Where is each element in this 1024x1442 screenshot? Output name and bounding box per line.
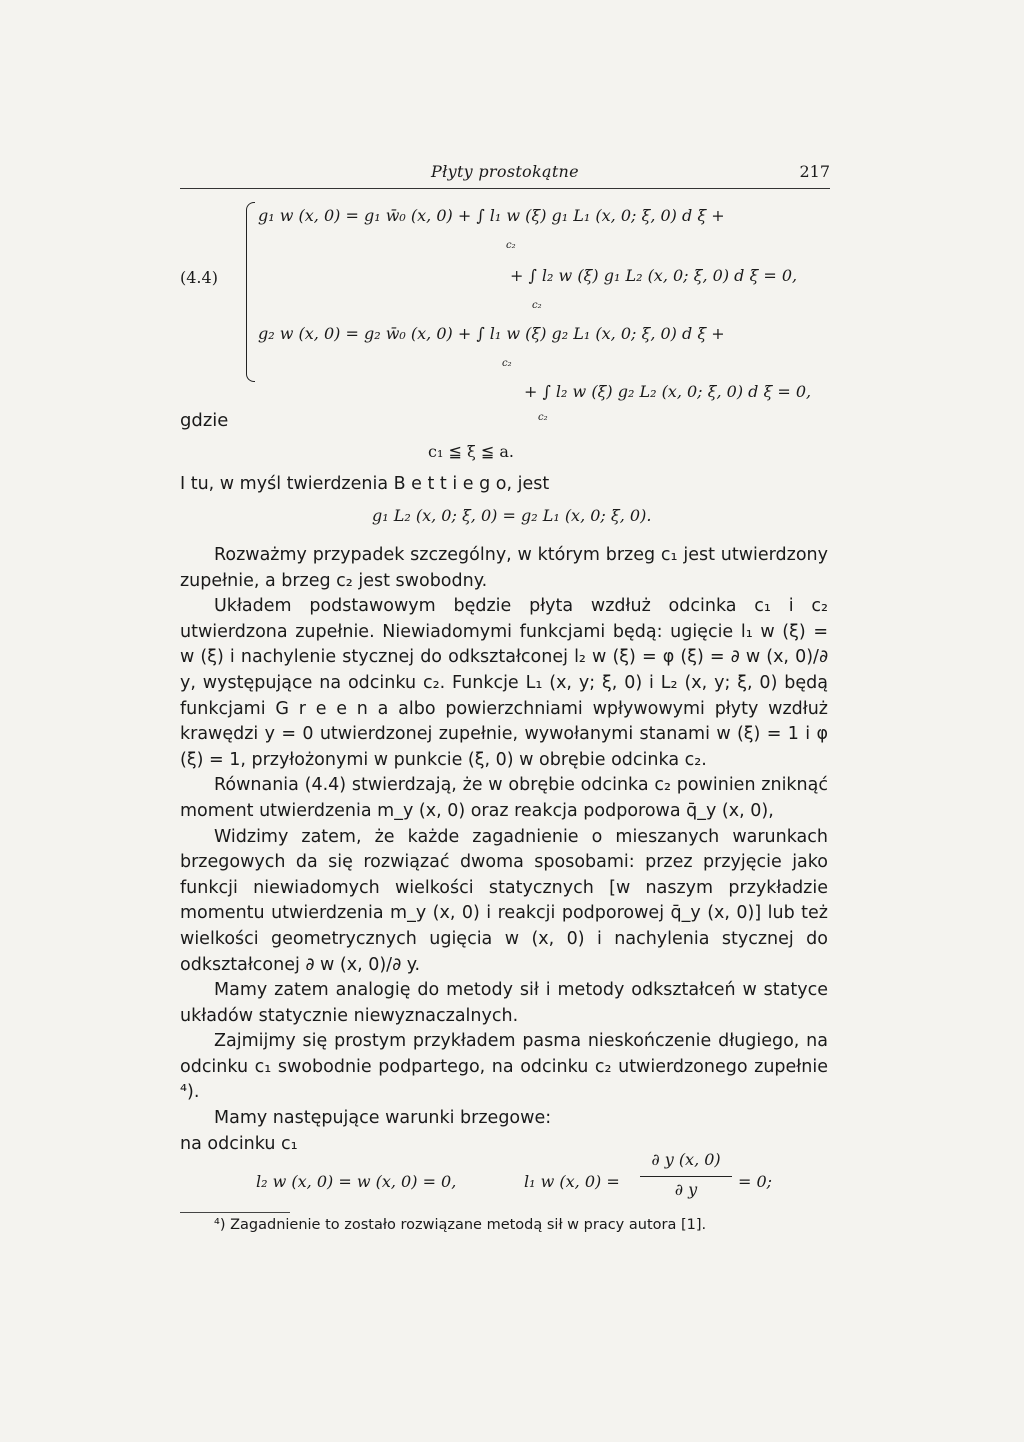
boundary-condition-lhs: l₁ w (x, 0) = (524, 1172, 620, 1191)
integral-subscript: c₂ (506, 240, 516, 251)
boundary-condition-left: l₂ w (x, 0) = w (x, 0) = 0, (256, 1172, 457, 1191)
equation-line-4: + ∫ l₂ w (ξ) g₂ L₂ (x, 0; ξ, 0) d ξ = 0, (524, 382, 812, 401)
boundary-label: na odcinku c₁ (180, 1134, 298, 1154)
betti-formula: g₁ L₂ (x, 0; ξ, 0) = g₂ L₁ (x, 0; ξ, 0). (372, 506, 652, 525)
integral-subscript: c₂ (502, 358, 512, 369)
paragraph: Układem podstawowym będzie płyta wzdłuż odcinka c₁ i c₂ utwierdzona zupełnie. Niewiadomymi funkcjami będą: ugięcie l₁ w (ξ) = w (ξ) i nachylenie stycznej do odkształconej l₂ w (ξ) = φ (ξ) = ∂ w (x, 0)/∂ y, występujące na odcinku c₂. Funkcje L₁ (x, y; ξ, 0) i L₂ (x, y; ξ, 0) będą funkcjami G r e e n a albo powierzchniami wpływowymi płyty wzdłuż krawędzi y = 0 utwierdzonej zupełnie, wywołanymi stanami w (ξ) = 1 i φ (ξ) = 1, przyłożonymi w punkcie (ξ, 0) w obrębie odcinka c₂. (180, 596, 828, 770)
paragraph: Równania (4.4) stwierdzają, że w obrębie odcinka c₂ powinien zniknąć moment utwierdzenia m_y (x, 0) oraz reakcja podporowa q̄_y (x, 0), (180, 775, 828, 821)
footnote-rule (180, 1212, 290, 1213)
range-condition: c₁ ≦ ξ ≦ a. (428, 442, 514, 461)
gdzie-word: gdzie (180, 410, 229, 431)
fraction-bar (640, 1176, 732, 1177)
fraction-denominator: ∂ y (674, 1180, 698, 1199)
paragraph: Mamy zatem analogię do metody sił i metody odkształceń w statyce układów statycznie niewyznaczalnych. (180, 980, 828, 1026)
paragraph: Widzimy zatem, że każde zagadnienie o mieszanych warunkach brzegowych da się rozwiązać dwoma sposobami: przez przyjęcie jako funkcji niewiadomych wielkości statycznych [w naszym przykładzie momentu utwierdzenia m_y (x, 0) i reakcji podporowej q̄_y (x, 0)] lub też wielkości geometrycznych ugięcia w (x, 0) i nachylenia stycznej do odkształconej ∂ w (x, 0)/∂ y. (180, 826, 828, 975)
equation-line-3: g₂ w (x, 0) = g₂ w̄₀ (x, 0) + ∫ l₁ w (ξ) g₂ L₁ (x, 0; ξ, 0) d ξ + (258, 324, 725, 343)
footnote: ⁴) Zagadnienie to zostało rozwiązane metodą sił w pracy autora [1]. (214, 1217, 707, 1233)
integral-subscript: c₂ (532, 300, 542, 311)
equation-brace (246, 202, 255, 382)
running-head (180, 160, 830, 189)
integral-subscript: c₂ (538, 412, 548, 423)
paragraph: Rozważmy przypadek szczególny, w którym brzeg c₁ jest utwierdzony zupełnie, a brzeg c₂ jest swobodny. (180, 545, 828, 591)
page-number: 217 (799, 162, 830, 181)
equation-label: (4.4) (180, 268, 218, 287)
equation-line-2: + ∫ l₂ w (ξ) g₁ L₂ (x, 0; ξ, 0) d ξ = 0, (510, 266, 798, 285)
equation-line-1: g₁ w (x, 0) = g₁ w̄₀ (x, 0) + ∫ l₁ w (ξ) g₁ L₁ (x, 0; ξ, 0) d ξ + (258, 206, 725, 225)
boundary-condition-rhs: = 0; (738, 1172, 773, 1191)
running-title: Płyty prostokątne (431, 162, 579, 181)
betti-intro: I tu, w myśl twierdzenia B e t t i e g o, jest (180, 474, 550, 494)
paragraph: Mamy następujące warunki brzegowe: (214, 1108, 552, 1129)
paragraph: Zajmijmy się prostym przykładem pasma nieskończenie długiego, na odcinku c₁ swobodnie podpartego, na odcinku c₂ utwierdzonego zupełnie ⁴). (180, 1031, 828, 1103)
body-text (180, 543, 828, 1132)
fraction-numerator: ∂ y (x, 0) (651, 1150, 721, 1169)
